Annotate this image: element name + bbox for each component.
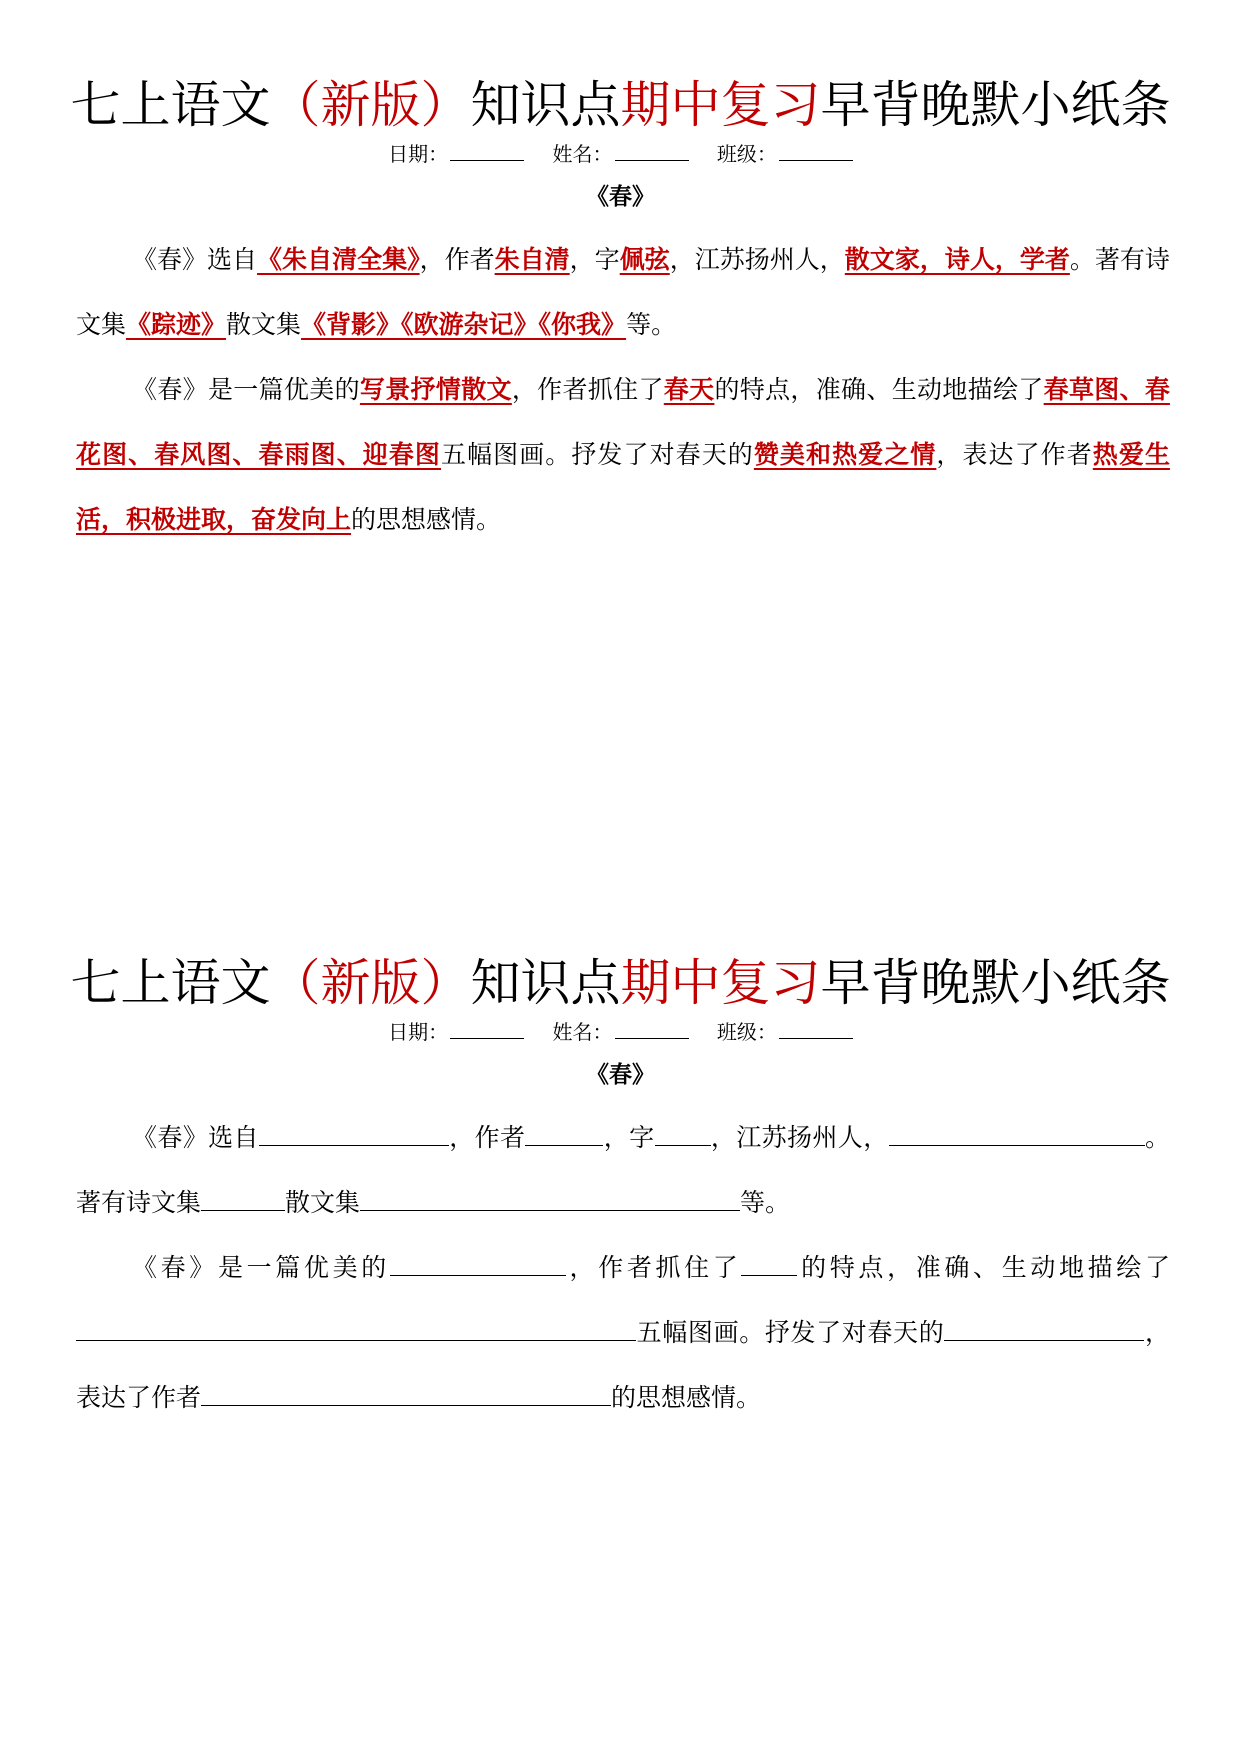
date-label: 日期：	[388, 142, 449, 166]
class-label: 班级：	[716, 142, 777, 166]
answer: 《背影》《欧游杂记》《你我》	[301, 310, 627, 339]
blank[interactable]	[259, 1117, 449, 1146]
title-part: 七上语文	[70, 76, 271, 134]
blank[interactable]	[889, 1117, 1089, 1146]
title-part: 早背晚默小纸条	[820, 954, 1171, 1012]
answer: 赞美和热爱之情	[753, 440, 937, 469]
answer: 《踪迹》	[126, 310, 227, 339]
page-title	[0, 948, 1241, 1018]
blank[interactable]	[525, 1117, 603, 1146]
blank[interactable]	[741, 1247, 797, 1276]
blank[interactable]	[655, 1117, 711, 1146]
blank[interactable]	[360, 1182, 740, 1211]
title-part-red: （新版）	[270, 76, 471, 134]
title-part-red: 期中复习	[620, 76, 821, 134]
blank[interactable]	[1089, 1117, 1145, 1146]
blank[interactable]	[201, 1377, 611, 1406]
blank[interactable]	[944, 1312, 1088, 1341]
class-label: 班级：	[716, 1020, 777, 1044]
paragraph-author-blank: 《春》选自 ，作者 ，字 ，江苏扬州人， 。著有诗文集 散文集 等。	[76, 1105, 1170, 1235]
answer: 春天	[663, 375, 715, 404]
date-field[interactable]	[450, 1022, 524, 1039]
lesson-title: 《春》	[586, 183, 655, 210]
answer: 朱自清	[494, 245, 570, 274]
title-part: 知识点	[470, 76, 621, 134]
answer: 热爱生活，积极进取，奋发向上	[76, 440, 1170, 534]
date-field[interactable]	[450, 144, 524, 161]
paragraph-content: 《春》是一篇优美的写景抒情散文，作者抓住了春天的特点，准确、生动地描绘了春草图、春花图、春风图、春雨图、迎春图五幅图画。抒发了对春天的赞美和热爱之情，表达了作者热爱生活，积极进取，奋发向上的思想感情。	[76, 375, 1170, 534]
blank[interactable]	[1088, 1312, 1144, 1341]
blank[interactable]	[76, 1312, 636, 1341]
title-part: 七上语文	[70, 954, 271, 1012]
class-field[interactable]	[779, 1022, 853, 1039]
paragraph-content-blank: 《春》是一篇优美的 ，作者抓住了 的特点，准确、生动地描绘了五幅图画。抒发了对春天的 ，表达了作者 的思想感情。	[76, 1235, 1170, 1430]
name-label: 姓名：	[552, 142, 613, 166]
answer: 散文家，诗人，学者	[844, 245, 1070, 274]
blank[interactable]	[201, 1182, 285, 1211]
answer: 《朱自清全集》	[257, 245, 420, 274]
blank[interactable]	[390, 1247, 566, 1276]
date-label: 日期：	[388, 1020, 449, 1044]
name-field[interactable]	[615, 144, 689, 161]
title-part: 知识点	[470, 954, 621, 1012]
answer-sheet	[0, 70, 1241, 552]
page-title	[0, 70, 1241, 140]
answer: 春草图、春花图、春风图、春雨图、迎春图	[76, 375, 1170, 469]
answer: 佩弦	[619, 245, 670, 274]
name-field[interactable]	[615, 1022, 689, 1039]
title-part-red: （新版）	[270, 954, 471, 1012]
name-label: 姓名：	[552, 1020, 613, 1044]
answer: 写景抒情散文	[359, 375, 512, 404]
paragraph-author: 《春》选自《朱自清全集》，作者朱自清，字佩弦，江苏扬州人，散文家，诗人，学者。著有诗文集《踪迹》散文集《背影》《欧游杂记》《你我》等。	[76, 245, 1170, 339]
blank-sheet	[0, 948, 1241, 1430]
meta-line	[0, 1018, 1241, 1048]
title-part-red: 期中复习	[620, 954, 821, 1012]
meta-line	[0, 140, 1241, 170]
title-part: 早背晚默小纸条	[820, 76, 1171, 134]
lesson-title: 《春》	[586, 1061, 655, 1088]
class-field[interactable]	[779, 144, 853, 161]
